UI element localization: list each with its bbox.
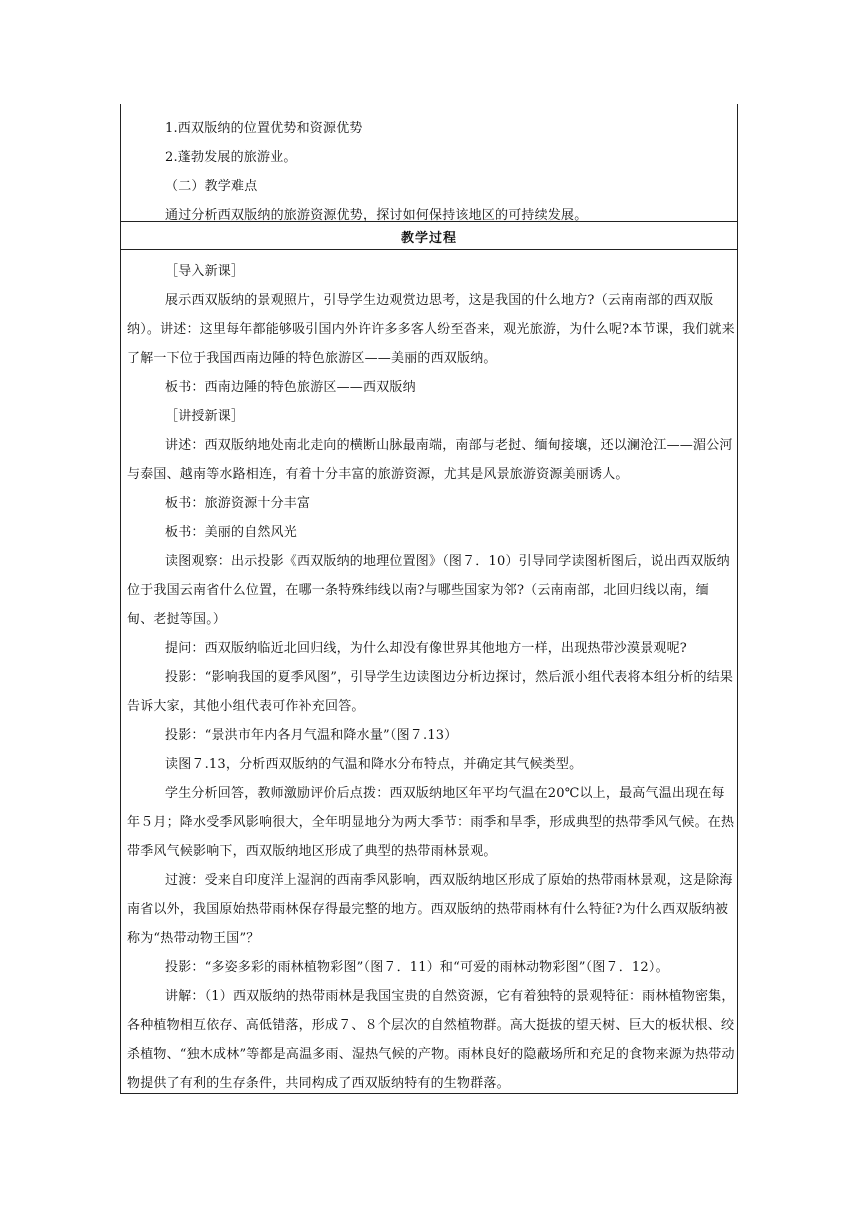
paragraph: 过渡：受来自印度洋上湿润的西南季风影响，西双版纳地区形成了原始的热带雨林景观，这是除海南省以外，我国原始热带雨林保存得最完整的地方。西双版纳的热带雨林有什么特征?为什么西双版纳被称为“热带动物王国”？ xyxy=(127,873,733,946)
process-header-row xyxy=(121,224,737,250)
board-note: 板书：美丽的自然风光 xyxy=(165,525,298,540)
paragraph: 读图７.13，分析西双版纳的气温和降水分布特点，并确定其气候类型。 xyxy=(165,757,583,772)
difficulty-text: 通过分析西双版纳的旅游资源优势，探讨如何保持该地区的可持续发展。 xyxy=(165,208,588,223)
teaching-process-cell xyxy=(121,257,737,1098)
intro-heading: ［导入新课］ xyxy=(165,264,245,279)
paragraph: 投影：“景洪市年内各月气温和降水量”（图７.13） xyxy=(165,728,458,743)
double-rule xyxy=(121,221,737,222)
paragraph: 投影：“影响我国的夏季风图”，引导学生边读图边分析边探讨，然后派小组代表将本组分析的结果告诉大家，其他小组代表可作补充回答。 xyxy=(127,670,734,714)
paragraph: 讲述：西双版纳地处南北走向的横断山脉最南端，南部与老挝、缅甸接壤，还以澜沧江——湄公河与泰国、越南等水路相连，有着十分丰富的旅游资源，尤其是风景旅游资源美丽诱人。 xyxy=(127,438,733,482)
board-note: 板书：旅游资源十分丰富 xyxy=(165,496,311,511)
difficulty-heading: （二）教学难点 xyxy=(165,179,258,194)
paragraph: 提问：西双版纳临近北回归线，为什么却没有像世界其他地方一样，出现热带沙漠景观呢? xyxy=(165,641,687,656)
new-lesson-heading: ［讲授新课］ xyxy=(165,409,245,424)
teaching-focus-cell xyxy=(121,104,737,222)
paragraph: 读图观察：出示投影《西双版纳的地理位置图》（图７．10）引导同学读图析图后，说出西双版纳位于我国云南省什么位置，在哪一条特殊纬线以南?与哪些国家为邻?（云南南部，北回归线以南，缅甸、老挝等国。） xyxy=(127,554,730,627)
section-title: 教学过程 xyxy=(400,231,457,246)
board-note: 板书：西南边陲的特色旅游区——西双版纳 xyxy=(165,380,416,395)
paragraph: 展示西双版纳的景观照片，引导学生边观赏边思考，这是我国的什么地方?（云南南部的西双版纳）。讲述：这里每年都能够吸引国内外许许多多客人纷至沓来，观光旅游，为什么呢?本节课，我们就来了解一下位于我国西南边陲的特色旅游区——美丽的西双版纳。 xyxy=(127,293,735,366)
focus-point-2: 2.蓬勃发展的旅游业。 xyxy=(165,150,297,165)
focus-point-1: 1.西双版纳的位置优势和资源优势 xyxy=(165,121,363,136)
paragraph: 学生分析回答，教师激励评价后点拨：西双版纳地区年平均气温在20℃以上，最高气温出现在每年５月；降水受季风影响很大，全年明显地分为两大季节：雨季和旱季，形成典型的热带季风气候。在热带季风气候影响下，西双版纳地区形成了典型的热带雨林景观。 xyxy=(127,786,735,859)
lesson-plan-table xyxy=(120,104,738,1094)
paragraph: 投影：“多姿多彩的雨林植物彩图”（图７．11）和“可爱的雨林动物彩图”（图７．12）。 xyxy=(165,960,669,975)
paragraph: 讲解：（1）西双版纳的热带雨林是我国宝贵的自然资源，它有着独特的景观特征：雨林植物密集，各种植物相互依存、高低错落，形成７、８个层次的自然植物群。高大挺拔的望天树、巨大的板状根、绞杀植物、“独木成林”等都是高温多雨、湿热气候的产物。雨林良好的隐蔽场所和充足的食物来源为热带动物提供了有利的生存条件，共同构成了西双版纳特有的生物群落。 xyxy=(127,989,735,1091)
